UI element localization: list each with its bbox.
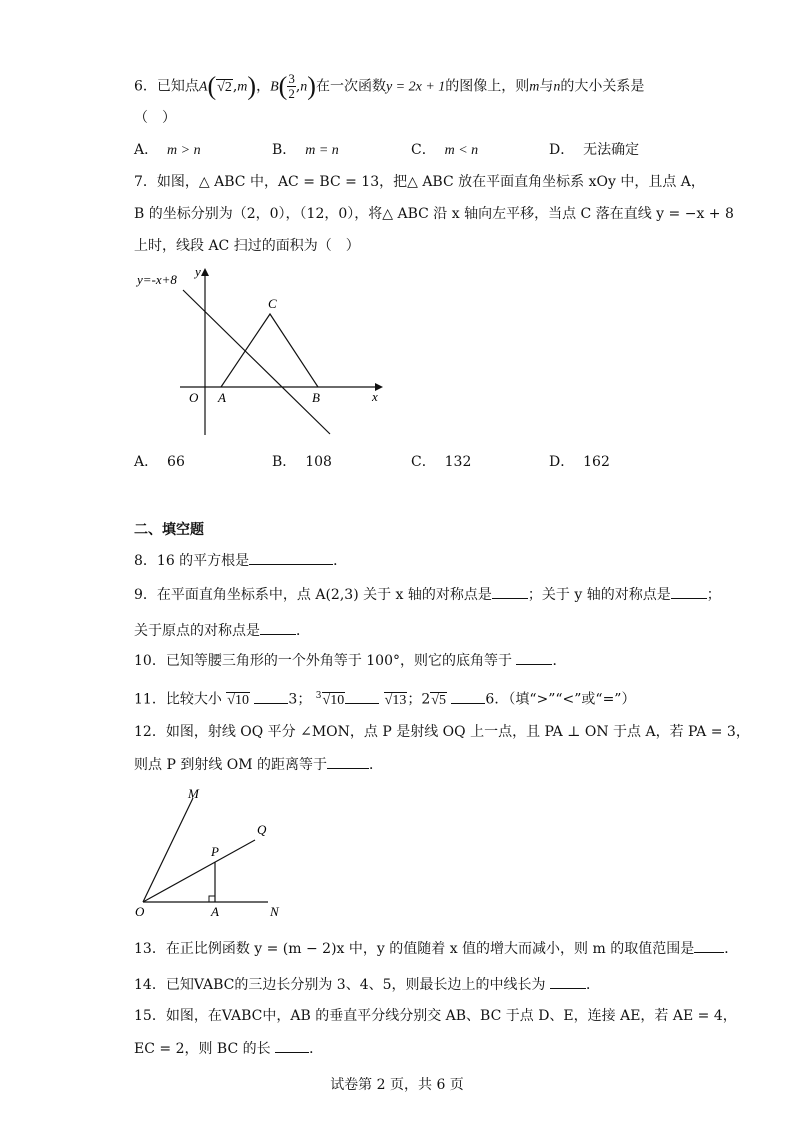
- page-footer: 试卷第 2 页，共 6 页: [330, 1077, 464, 1093]
- q7-line3: 上时，线段 AC 扫过的面积为（ ）: [134, 238, 360, 254]
- q12-figure: [125, 784, 295, 924]
- right-angle-mark: [209, 896, 215, 902]
- label-m: M: [188, 786, 199, 801]
- fraction-3-2: $\frac{3}{2}$: [288, 71, 295, 101]
- q9-line1: 9．在平面直角坐标系中，点 A(2,3) 关于 x 轴的对称点是 ；关于 y 轴的对称点是 ；: [134, 584, 721, 605]
- q7-option-b[interactable]: B． 108: [272, 454, 332, 470]
- q7-figure: [125, 262, 395, 442]
- x-axis-label: x: [372, 389, 378, 404]
- q7-option-d[interactable]: D． 162: [549, 454, 610, 470]
- label-q: Q: [257, 822, 267, 837]
- q6-line1: 6．已知点A(√2,m)，B( $\frac{3}{2}$ ,n)在一次函数y = 2x + 1的图像上，则m与n的大小关系是: [134, 71, 645, 101]
- q10-answer-blank[interactable]: [516, 650, 552, 665]
- q6-option-b[interactable]: B． m = n: [272, 142, 339, 158]
- q15-line2: EC = 2，则 BC 的长 ．: [134, 1038, 323, 1059]
- triangle-abc: [221, 314, 318, 387]
- q6-option-a[interactable]: A． m > n: [134, 142, 201, 158]
- y-axis-arrow: [201, 268, 209, 276]
- q12-answer-blank[interactable]: [327, 754, 369, 769]
- label-n: N: [270, 904, 279, 919]
- q11-line: 11．比较大小 √10 3； $^3$√10 √13；2√5 6．（填“>”“<”或“=”）: [134, 686, 635, 711]
- q8-line: 8．16 的平方根是 ．: [134, 550, 347, 571]
- q7-line2: B 的坐标分别为（2，0），（12，0），将△ ABC 沿 x 轴向左平移，当点 C 落在直线 y = −x + 8: [134, 206, 734, 222]
- q15-answer-blank[interactable]: [275, 1038, 309, 1053]
- q13-answer-blank[interactable]: [694, 938, 724, 953]
- sqrt-2: √2: [217, 79, 232, 95]
- q14-answer-blank[interactable]: [550, 974, 586, 989]
- q6-number: 6．已知点: [134, 78, 199, 95]
- q11-answer-blank-3[interactable]: [451, 689, 485, 704]
- q12-line1: 12．如图，射线 OQ 平分 ∠MON，点 P 是射线 OQ 上一点，且 PA ⊥ ON 于点 A，若 PA = 3，: [134, 724, 750, 740]
- y-axis-label: y: [195, 264, 201, 279]
- q7-option-a[interactable]: A． 66: [134, 454, 185, 470]
- ray-oq: [143, 840, 255, 902]
- q14-line: 14．已知VABC的三边长分别为 3、4、5，则最长边上的中线长为 ．: [134, 974, 600, 995]
- q6-option-d[interactable]: D． 无法确定: [549, 142, 640, 158]
- q15-line1: 15．如图，在VABC中，AB 的垂直平分线分别交 AB、BC 于点 D、E，连接 AE，若 AE = 4，: [134, 1008, 737, 1024]
- q11-answer-blank-1[interactable]: [254, 689, 288, 704]
- q7-option-c[interactable]: C． 132: [411, 454, 472, 470]
- point-a-label: A: [218, 390, 226, 405]
- q8-answer-blank[interactable]: [249, 550, 333, 565]
- label-a: A: [211, 904, 219, 919]
- q9-line2: 关于原点的对称点是 ．: [134, 620, 310, 641]
- ray-om: [143, 798, 193, 902]
- q6-option-c[interactable]: C． m < n: [411, 142, 479, 158]
- label-o: O: [135, 904, 145, 919]
- q13-line: 13．在正比例函数 y = (m − 2)x 中，y 的值随着 x 值的增大而减小，则 m 的取值范围是 ．: [134, 938, 738, 959]
- q7-line1: 7．如图，△ ABC 中，AC = BC = 13，把△ ABC 放在平面直角坐标系 xOy 中，且点 A，: [134, 174, 705, 190]
- q9-answer-blank-origin[interactable]: [260, 620, 296, 635]
- q9-answer-blank-y[interactable]: [671, 584, 707, 599]
- section-title: 二、填空题: [134, 522, 204, 538]
- line-label: y=-x+8: [137, 272, 177, 287]
- point-b-label: B: [312, 390, 320, 405]
- q11-answer-blank-2[interactable]: [345, 689, 379, 704]
- q6-answer-paren: （ ）: [134, 110, 176, 126]
- point-c-label: C: [268, 296, 277, 311]
- label-p: P: [211, 844, 219, 859]
- q9-answer-blank-x[interactable]: [492, 584, 528, 599]
- origin-label: O: [189, 390, 199, 405]
- q12-line2: 则点 P 到射线 OM 的距离等于 ．: [134, 754, 383, 775]
- q10-line: 10．已知等腰三角形的一个外角等于 100°，则它的底角等于 ．: [134, 650, 566, 671]
